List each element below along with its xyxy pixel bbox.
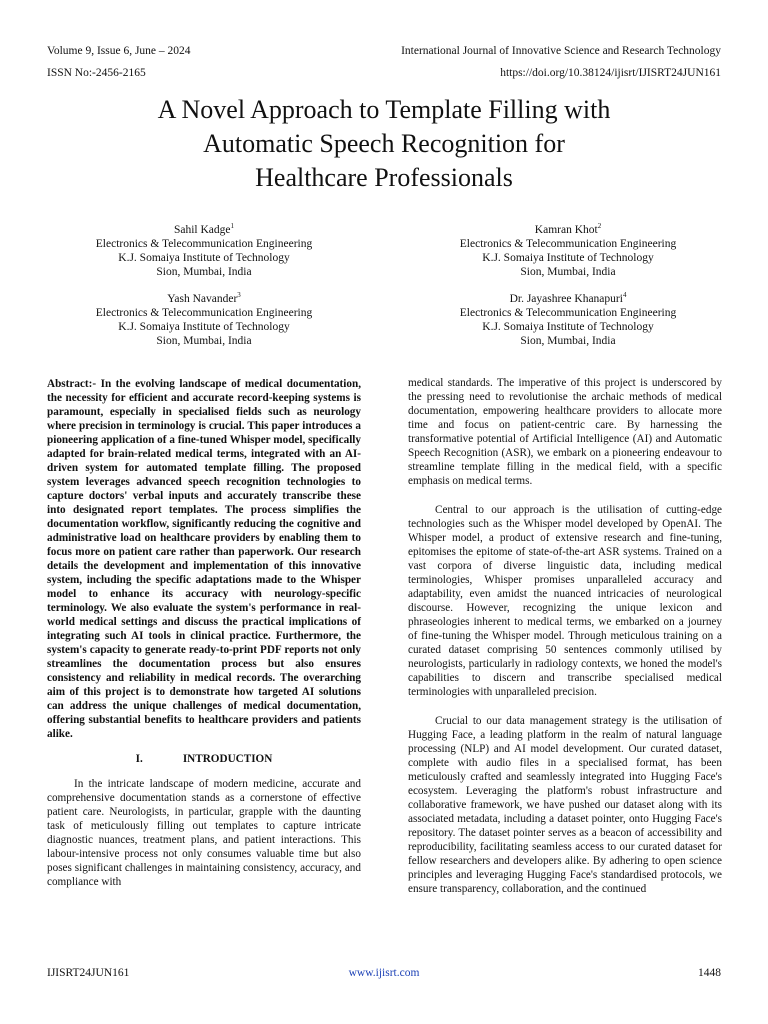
author-inst: K.J. Somaiya Institute of Technology — [482, 321, 654, 333]
author-loc: Sion, Mumbai, India — [520, 266, 616, 278]
intro-paragraph-1: In the intricate landscape of modern medicine, accurate and comprehensive documentation stands as a cornerstone of effective patient care. Neurologists, in particular, grapple with the daunting task of meticulously filling out templates to capture intricate diagnostic nuances, treatment plans, and patient interactions. This labour-intensive process not only consumes valuable time but also poses significant challenges in maintaining consistency, accuracy, and compliance with — [47, 778, 361, 888]
author-inst: K.J. Somaiya Institute of Technology — [118, 321, 290, 333]
body-paragraph-3: Crucial to our data management strategy is the utilisation of Hugging Face, a leading platform in the realm of natural language processing (NLP) and AI model development. Our curated dataset, complete with audio files in a specialised format, has been meticulously crafted and seamlessly integrated into Hugging Face's ecosystem. Leveraging the platform's robust infrastructure and collaborative framework, we have pushed our dataset along with its associated metadata, including a dataset pointer, onto Hugging Face's repository. The dataset pointer serves as a beacon of accessibility and reproducibility, facilitating seamless access to our curated dataset for fellow researchers and developers alike. By adhering to open science principles and leveraging Hugging Face's standardised protocols, we ensure transparency, collaboration, and the continued — [408, 715, 722, 895]
abstract: Abstract:- In the evolving landscape of medical documentation, the necessity for efficient and accurate record-keeping systems is paramount, especially in specialised fields such as neurology where precision in terminology is crucial. This paper introduces a pioneering application of a fine-tuned Whisper model, specifically adapted for brain-related medical terms, integrated with an AI-driven system for automated template filling. The proposed system leverages advanced speech recognition technologies to capture doctors' verbal inputs and accurately transcribe these into designated report templates. The process simplifies the documentation workflow, significantly reducing the cognitive and administrative load on healthcare providers by enabling them to focus more on patient care rather than paperwork. Our research details the development and implementation of this innovative system, including the specific adaptations made to the Whisper model to enhance its accuracy with neurology-specific terminology. We also evaluate the system's performance in real-world medical settings and discuss the practical implications of integrating such AI tools in clinical practice. Furthermore, the system's capacity to generate ready-to-print PDF reports not only streamlines the documentation process but also ensures consistency and reliability in medical records. The overarching aim of this project is to demonstrate how targeted AI solutions can address the unique challenges of medical documentation, offering substantial benefits to healthcare providers and patients alike. — [47, 378, 361, 740]
author-block-4 — [408, 292, 728, 348]
author-name: Kamran Khot$^2$ — [534, 222, 602, 236]
author-loc: Sion, Mumbai, India — [156, 335, 252, 347]
page-number: 1448 — [698, 967, 721, 979]
section-heading: I. INTRODUCTION — [135, 753, 273, 765]
author-dept: Electronics & Telecommunication Engineering — [459, 238, 677, 250]
author-block-3 — [44, 292, 364, 348]
left-column — [47, 377, 361, 889]
author-inst: K.J. Somaiya Institute of Technology — [482, 252, 654, 264]
author-name: Dr. Jayashree Khanapuri$^4$ — [509, 291, 627, 305]
author-dept: Electronics & Telecommunication Engineering — [95, 307, 313, 319]
author-loc: Sion, Mumbai, India — [156, 266, 252, 278]
paper-title — [60, 93, 708, 195]
title-line-1: A Novel Approach to Template Filling with — [157, 95, 611, 124]
footer-paper-id: IJISRT24JUN161 — [47, 967, 130, 979]
title-line-3: Healthcare Professionals — [255, 163, 513, 192]
author-dept: Electronics & Telecommunication Engineering — [95, 238, 313, 250]
journal-name: International Journal of Innovative Science and Research Technology — [401, 45, 721, 57]
author-loc: Sion, Mumbai, India — [520, 335, 616, 347]
body-paragraph-2: Central to our approach is the utilisation of cutting-edge technologies such as the Whisper model developed by OpenAI. The Whisper model, a product of extensive research and fine-tuning, epitomises the epitome of state-of-the-art ASR systems. Trained on a vast corpora of diverse linguistic data, including medical terminologies, Whisper promises unparalleled accuracy and adaptability, even amidst the nuanced intricacies of neurological discourse. However, recognizing the unique lexicon and phraseologies inherent to medical terms, we embarked on a journey of fine-tuning the Whisper model. Through meticulous training on a curated dataset comprising 50 sentences commonly utilised by neurologists, particularly in radiology contexts, we honed the model's capabilities to discern and transcribe specialised medical terminologies with unparalleled precision. — [408, 504, 722, 698]
author-name: Sahil Kadge$^1$ — [173, 222, 235, 236]
doi-link[interactable]: https://doi.org/10.38124/ijisrt/IJISRT24JUN161 — [500, 67, 721, 79]
footer-site-link: www.ijisrt.com — [348, 967, 420, 979]
author-block-1 — [44, 223, 364, 279]
author-inst: K.J. Somaiya Institute of Technology — [118, 252, 290, 264]
body-paragraph-1: medical standards. The imperative of this project is underscored by the pressing need to revolutionise the archaic methods of medical documentation, empowering healthcare providers to allocate more time and focus on patient-centric care. By harnessing the transformative potential of Artificial Intelligence (AI) and Automatic Speech Recognition (ASR), we embark on a pioneering endeavour to streamline template filling in the medical field, with a specific emphasis on medical terms. — [408, 377, 722, 487]
author-dept: Electronics & Telecommunication Engineering — [459, 307, 677, 319]
right-column — [408, 376, 722, 896]
author-block-2 — [408, 223, 728, 279]
author-name: Yash Navander$^3$ — [167, 291, 241, 305]
issn: ISSN No:-2456-2165 — [47, 67, 146, 79]
title-line-2: Automatic Speech Recognition for — [203, 129, 565, 158]
volume-info: Volume 9, Issue 6, June – 2024 — [47, 45, 191, 57]
